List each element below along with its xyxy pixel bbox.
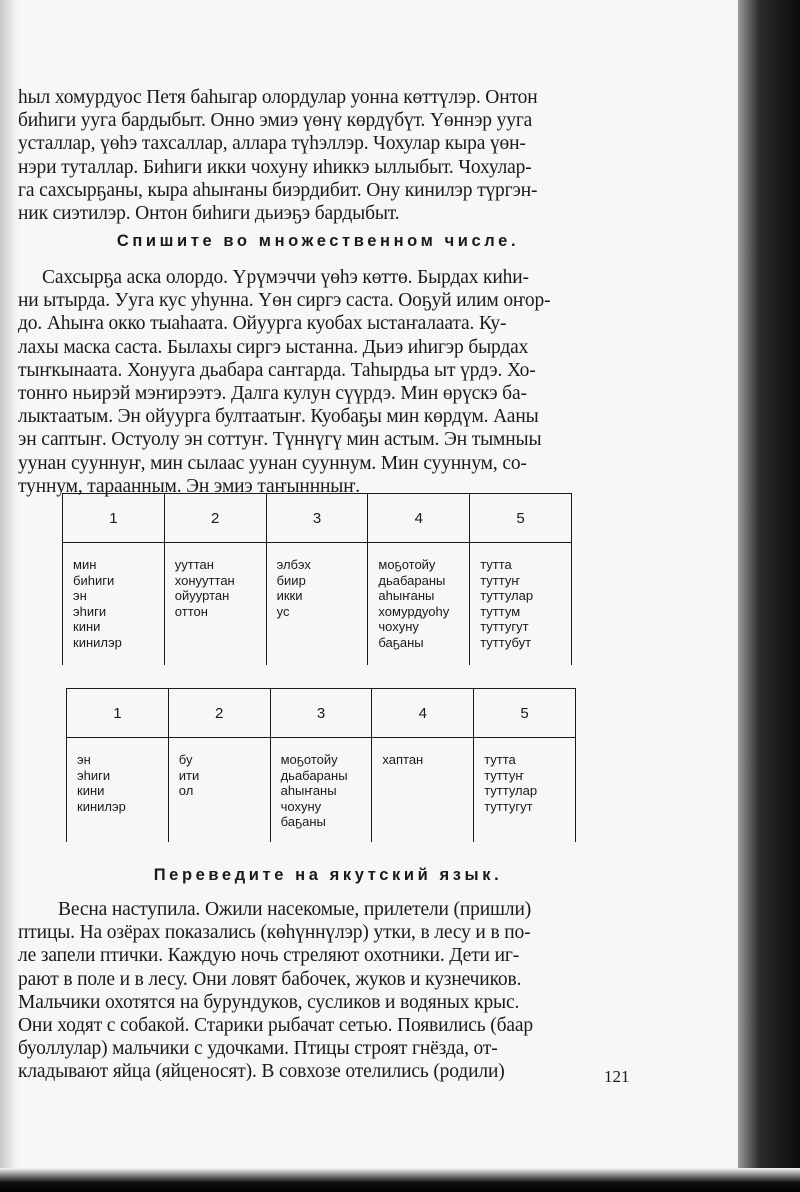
table-header: 2	[168, 689, 270, 738]
exercise-heading-translate: Переведите на якутский язык.	[153, 866, 503, 884]
page-number: 121	[604, 1067, 630, 1086]
text-line: уунан сууннуҥ, мин сылаас уунан сууннум. Мин сууннум, со-	[18, 452, 527, 474]
text-line: тыҥкынаата. Хонууга дьабара саҥгарда. Таһырдьа ыт үрдэ. Хо-	[18, 359, 536, 381]
table-cell	[368, 543, 470, 665]
paragraph-3	[18, 898, 618, 1084]
table-cell	[372, 738, 474, 842]
text-line: лыктаатым. Эн ойуурга бултаатыҥ. Куобаҕы мин көрдүм. Ааны	[18, 406, 539, 428]
page-right-edge	[738, 0, 800, 1192]
cell-word: элбэх	[276, 557, 311, 572]
cell-word: ус	[276, 603, 290, 619]
table-2	[66, 688, 576, 842]
text-line: усталлар, үөһэ тахсаллар, аллара түһэллэр. Чохулар кыра үөн-	[18, 133, 526, 155]
cell-word: дьабараны	[280, 767, 348, 783]
cell-word: кинилэр	[77, 798, 126, 814]
cell-word: туттугут	[480, 619, 529, 634]
text-line: буоллулар) мальчики с удочками. Птицы строят гнёзда, от-	[18, 1038, 498, 1060]
exercise-heading-plural: Спишите во множественном числе.	[116, 232, 520, 250]
cell-word: эн	[73, 588, 87, 603]
cell-word: туттуҥ	[484, 767, 524, 783]
text-line: кладывают яйца (яйценосят). В совхозе отелились (родили)	[18, 1061, 505, 1083]
cell-word: эн	[77, 752, 91, 767]
table-header: 1	[67, 689, 169, 738]
cell-word: оттон	[174, 603, 208, 619]
table-cell	[270, 738, 372, 842]
cell-word: аһыҥаны	[378, 588, 435, 603]
cell-word: кинилэр	[73, 634, 122, 650]
cell-word: эһиги	[73, 603, 107, 619]
cell-word: туттугут	[484, 798, 533, 814]
cell-word: мин	[73, 557, 97, 572]
cell-word: ойууртан	[174, 588, 230, 603]
table-header: 4	[372, 689, 474, 738]
cell-word: эһиги	[77, 767, 111, 783]
text-line: Сахсырҕа аска олордо. Үрүмэччи үөһэ көттө. Бырдах киһи-	[42, 267, 529, 288]
text-line: һыл хомурдуос Петя баһыгар олордулар уонна көттүлэр. Онтон	[18, 87, 538, 108]
paragraph-1	[18, 86, 618, 225]
table-header: 5	[474, 689, 576, 738]
table-cell	[470, 543, 572, 665]
cell-word: моҕотойу	[378, 557, 436, 572]
cell-word: туттум	[480, 603, 521, 619]
cell-word: баҕаны	[378, 634, 424, 650]
text-line: биһиги ууга бардыбыт. Онно эмиэ үөнү көрдүбүт. Үөннэр ууга	[18, 110, 533, 132]
table-header: 5	[470, 494, 572, 543]
text-line: ле запели птички. Каждую ночь стреляют охотники. Дети иг-	[18, 945, 520, 967]
cell-word: ууттан	[174, 557, 214, 572]
table-cell	[164, 543, 266, 665]
table-cell	[266, 543, 368, 665]
cell-word: туттулар	[484, 783, 538, 798]
cell-word: биир	[276, 572, 306, 588]
text-line: до. Аһыҥа окко тыаһаата. Ойуурга куобах ыстаҥалаата. Ку-	[18, 313, 507, 335]
cell-word: туттуҥ	[480, 572, 520, 588]
table-header: 4	[368, 494, 470, 543]
text-line: Они ходят с собакой. Старики рыбачат сетью. Появились (баар	[18, 1014, 533, 1036]
text-line: рают в поле и в лесу. Они ловят бабочек, жуков и кузнечиков.	[18, 968, 522, 990]
text-line: птицы. На озёрах показались (көһүннүлэр) утки, в лесу и в по-	[18, 922, 531, 944]
cell-word: бу	[178, 752, 193, 767]
text-line: лахы маска саста. Былахы сиргэ ыстанна. Дьиэ иһигэр бырдах	[18, 336, 529, 358]
cell-word: биһиги	[73, 572, 115, 588]
cell-word: тутта	[484, 752, 516, 767]
cell-word: чохуну	[280, 798, 322, 814]
table-header: 3	[270, 689, 372, 738]
cell-word: кини	[73, 619, 101, 634]
table-cell	[67, 738, 169, 842]
cell-word: кини	[77, 783, 105, 798]
cell-word: чохуну	[378, 619, 419, 634]
text-line: нэри туталлар. Биһиги икки чохуну иһиккэ ыллыбыт. Чохулар-	[18, 156, 532, 178]
cell-word: туттулар	[480, 588, 534, 603]
cell-word: баҕаны	[280, 814, 326, 829]
cell-word: ити	[178, 767, 200, 783]
table-header: 2	[164, 494, 266, 543]
page-left-shadow	[0, 0, 18, 1192]
text-line: Мальчики охотятся на бурундуков, сусликов и водяных крыс.	[18, 991, 520, 1013]
cell-word: тутта	[480, 557, 512, 572]
text-line: эн саптыҥ. Остуолу эн соттуҥ. Түннүгү мин астым. Эн тымныы	[18, 429, 542, 451]
text-line: Весна наступила. Ожили насекомые, прилетели (пришли)	[58, 899, 532, 920]
table-cell	[63, 543, 165, 665]
cell-word: аһыҥаны	[280, 783, 337, 798]
cell-word: хомурдуоһу	[378, 603, 450, 619]
text-line: ник сиэтилэр. Онтон биһиги дьиэҕэ бардыбыт.	[18, 202, 400, 224]
table-cell	[474, 738, 576, 842]
cell-word: ол	[178, 783, 194, 798]
page-bottom-edge	[0, 1168, 800, 1192]
cell-word: икки	[276, 588, 303, 603]
text-line: ни ытырда. Ууга кус уһунна. Үөн сиргэ саста. Ооҕуй илим оҥор-	[18, 290, 551, 312]
text-line: га сахсырҕаны, кыра аһыҥаны биэрдибит. Ону кинилэр түргэн-	[18, 179, 538, 201]
cell-word: моҕотойу	[280, 752, 338, 767]
cell-word: хонууттан	[174, 572, 235, 588]
table-1	[62, 493, 572, 665]
table-header: 3	[266, 494, 368, 543]
text-line: туннум, тараанным. Эн эмиэ таҥыннныҥ.	[18, 475, 360, 497]
cell-word: дьабараны	[378, 572, 446, 588]
table-cell	[168, 738, 270, 842]
cell-word: туттубут	[480, 634, 532, 650]
paragraph-2	[18, 266, 618, 498]
text-line: тонҥо ньирэй мэҥирээтэ. Далга кулун сүүрдэ. Мин өрүскэ ба-	[18, 382, 527, 404]
cell-word: хаптан	[382, 752, 424, 767]
table-header: 1	[63, 494, 165, 543]
